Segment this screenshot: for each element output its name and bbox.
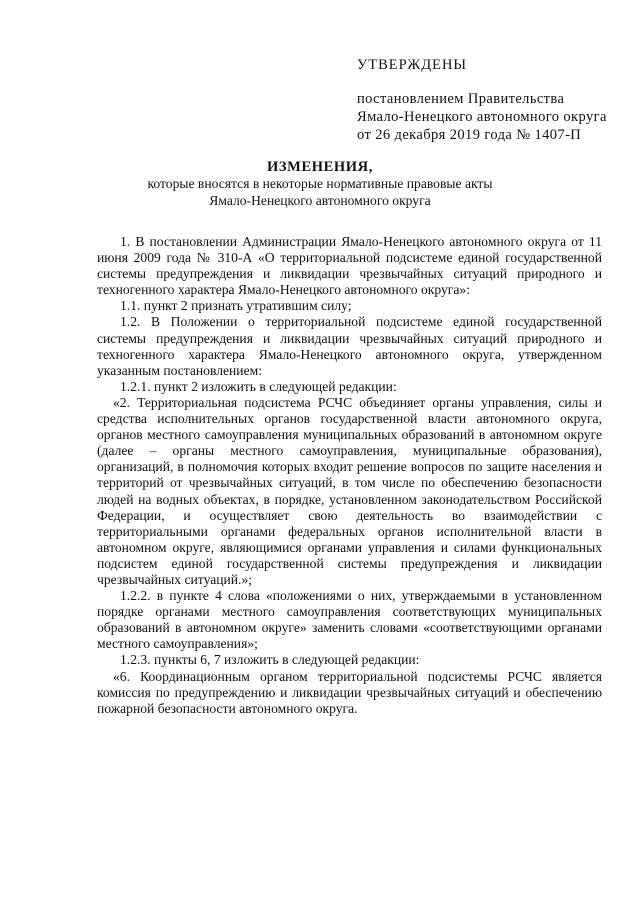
paragraph: 1.1. пункт 2 признать утратившим силу;	[120, 298, 352, 314]
approval-line: от 26 декабря 2019 года № 1407-П	[357, 127, 582, 143]
paragraph: 1.2.1. пункт 2 изложить в следующей редакции:	[120, 378, 397, 394]
approval-heading: УТВЕРЖДЕНЫ	[357, 57, 468, 73]
title-subline: Ямало-Ненецкого автономного округа	[209, 192, 431, 208]
document-title	[0, 158, 640, 209]
approval-line: постановлением Правительства	[357, 91, 565, 107]
paragraph: 1.2.2. в пункте 4 слова «положениями о них, утверждаемыми в установленном порядке органами местного самоуправления соответствующих муниципальных образований в автономном округе» заменить словами «соответствующими органами местного самоуправления»;	[97, 588, 602, 652]
paragraph: «2. Территориальная подсистема РСЧС объединяет органы управления, силы и средства исполнительных органов государственной власти автономного округа, органов местного самоуправления муниципальных образований в автономном округе (далее – органы местного самоуправления, муниципальные образования), организаций, в полномочия которых входит решение вопросов по защите населения и территорий от чрезвычайных ситуаций, в том числе по обеспечению безопасности людей на водных объектах, в порядке, установленном законодательством Российской Федерации, и осуществляет свою деятельность во взаимодействии с территориальными органами федеральных органов исполнительной власти в автономном округе, являющимися органами управления и силами функциональных подсистем единой государственной системы предупреждения и ликвидации чрезвычайных ситуаций.»;	[97, 394, 602, 587]
paragraph: «6. Координационным органом территориальной подсистемы РСЧС является комиссия по предупреждению и ликвидации чрезвычайных ситуаций и обеспечению пожарной безопасности автономного округа.	[97, 668, 602, 716]
approval-line: Ямало-Ненецкого автономного округа	[357, 109, 607, 125]
document-body	[97, 234, 602, 717]
paragraph: 1.2.3. пункты 6, 7 изложить в следующей редакции:	[120, 652, 420, 668]
title-main: ИЗМЕНЕНИЯ,	[267, 159, 373, 175]
title-subline: которые вносятся в некоторые нормативные правовые акты	[147, 176, 493, 191]
paragraph: 1. В постановлении Администрации Ямало-Ненецкого автономного округа от 11 июня 2009 года № 310-А «О территориальной подсистеме единой государственной системы предупреждения и ликвидации чрезвычайных ситуаций природного и техногенного характера Ямало-Ненецкого автономного округа»:	[97, 234, 602, 298]
paragraph: 1.2. В Положении о территориальной подсистеме единой государственной системы предупреждения и ликвидации чрезвычайных ситуаций природного и техногенного характера Ямало-Ненецкого автономного округа, утвержденном указанным постановлением:	[97, 314, 602, 378]
approval-stamp	[357, 56, 607, 144]
